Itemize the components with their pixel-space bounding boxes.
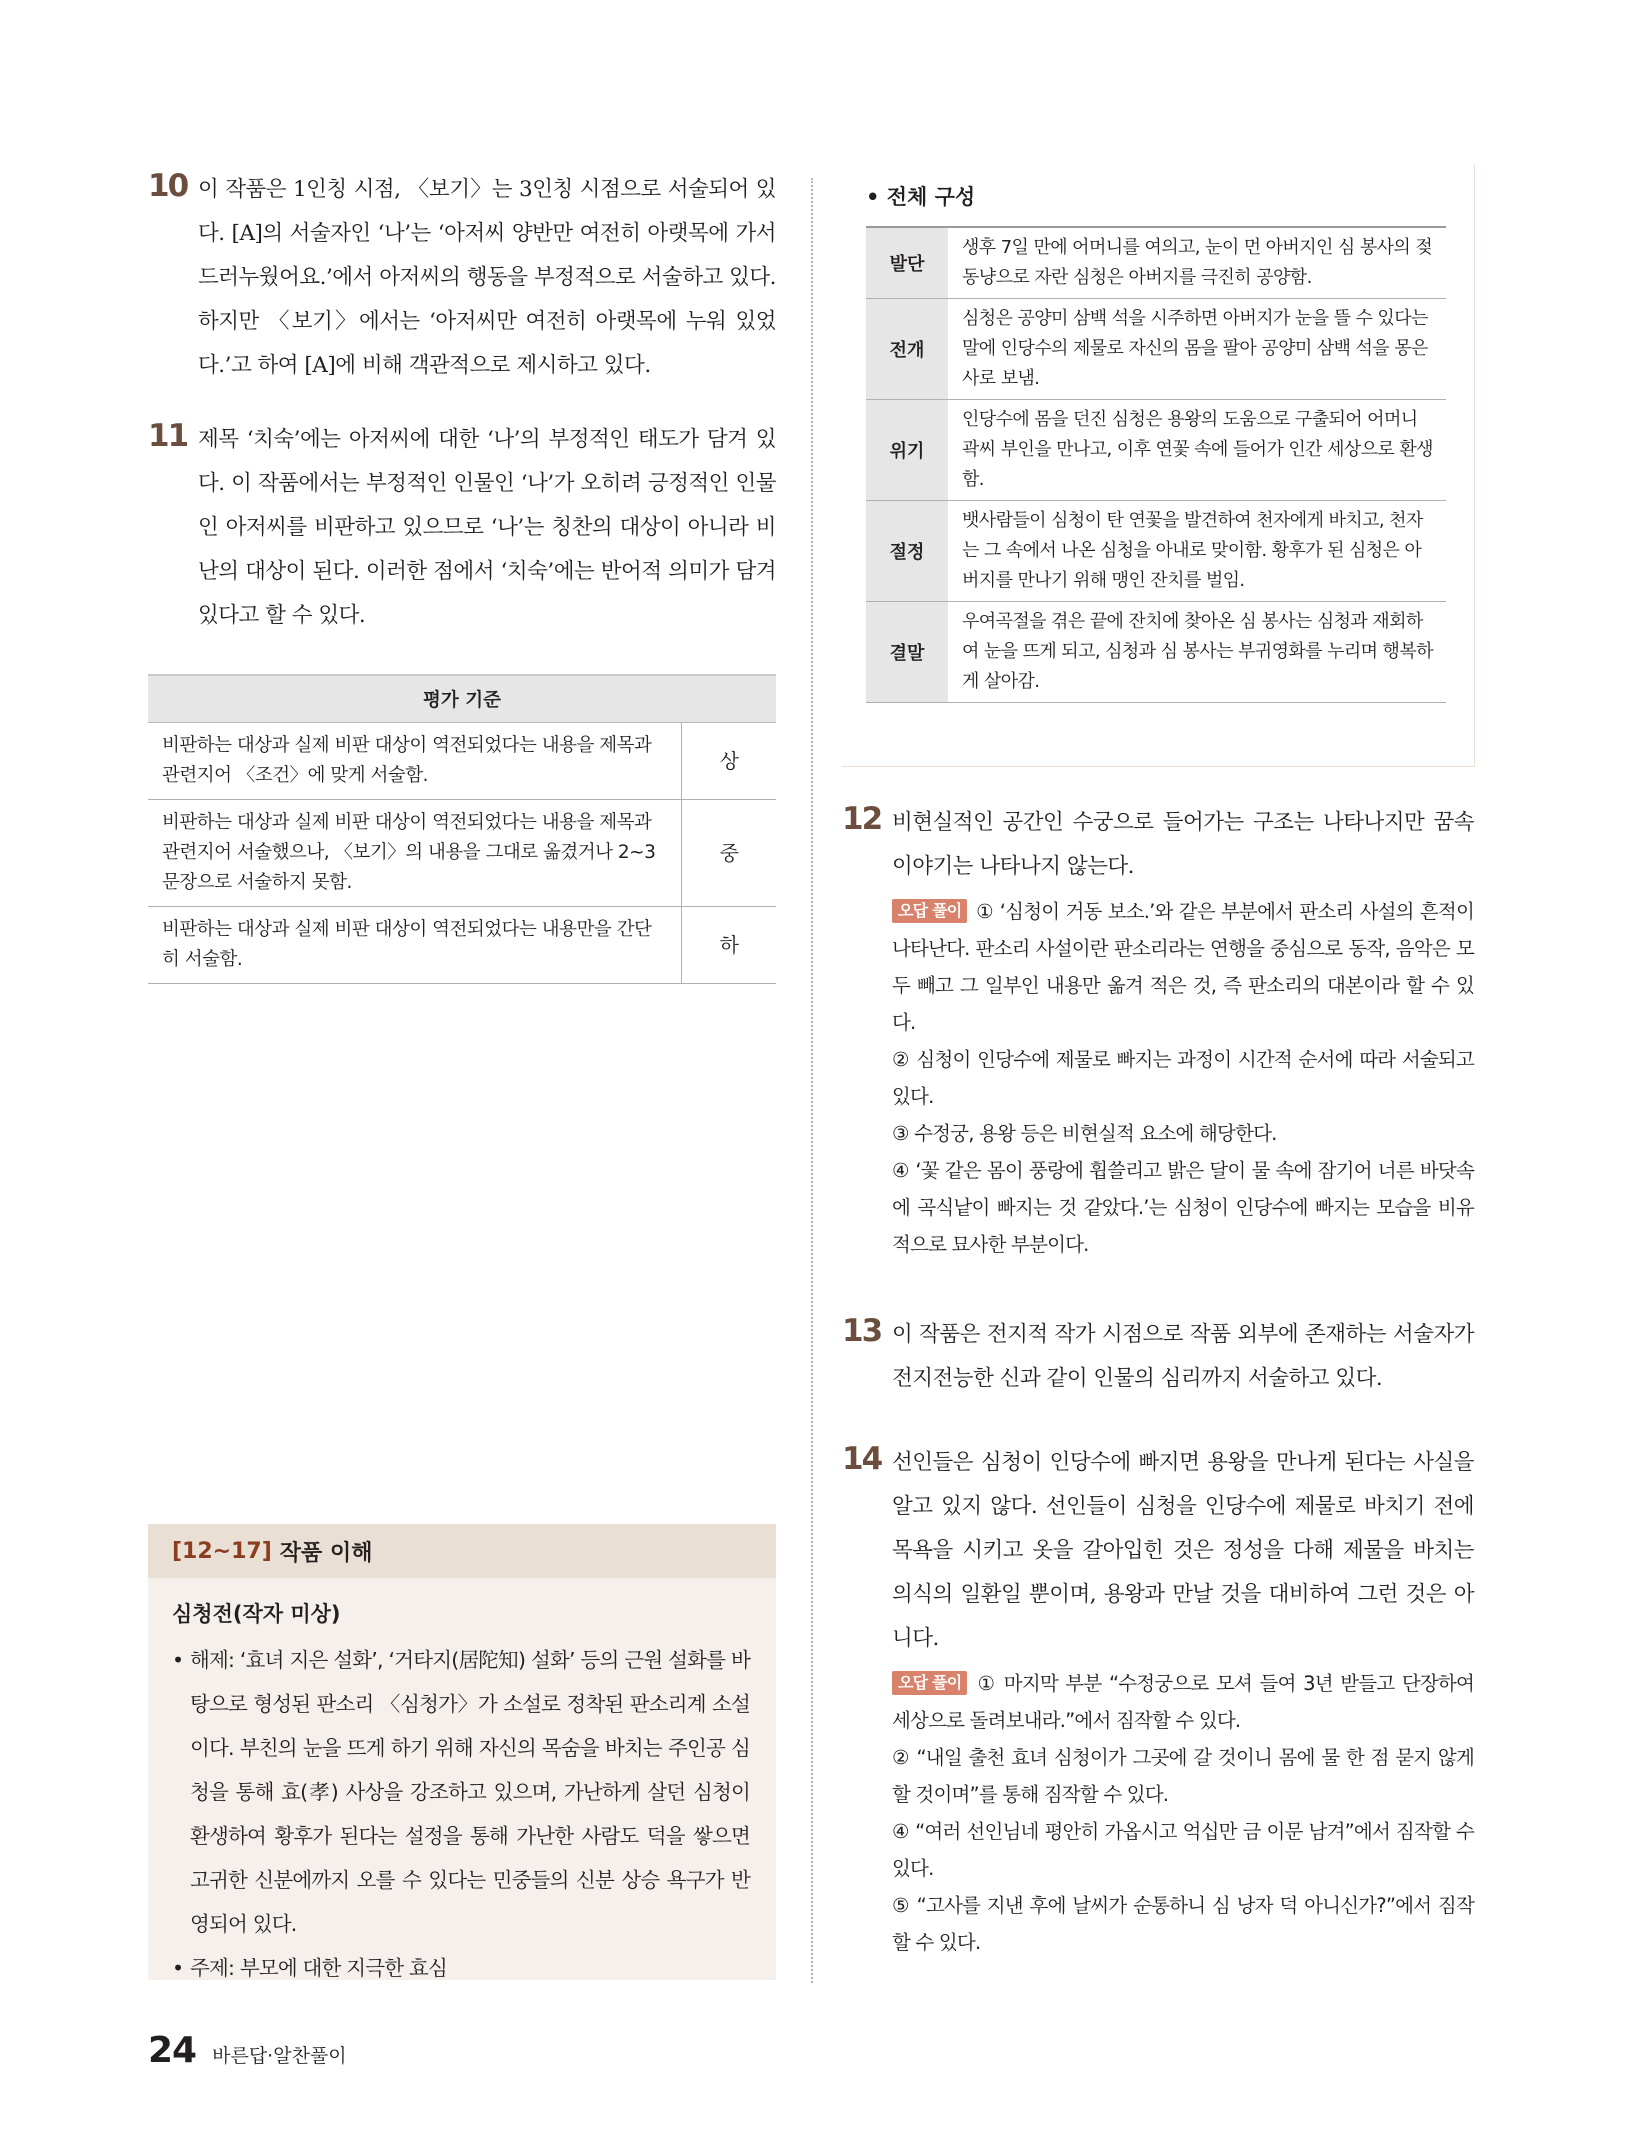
explanation-item: ② “내일 출천 효녀 심청이가 그곳에 갈 것이니 몸에 물 한 점 묻지 않게 할 것이며”를 통해 짐작할 수 있다.: [892, 1746, 1474, 1806]
stage-description: 심청은 공양미 삼백 석을 시주하면 아버지가 눈을 뜰 수 있다는 말에 인당수의 제물로 자신의 몸을 팔아 공양미 삼백 석을 몽은사로 보냄.: [962, 308, 1428, 389]
table-row: [866, 602, 1446, 703]
question-13: [842, 1313, 1474, 1401]
question-number: 11: [148, 418, 188, 454]
structure-box: [842, 164, 1475, 767]
box-body: [148, 1578, 776, 1990]
table-row: [148, 907, 776, 984]
stage-description: 인당수에 몸을 던진 심청은 용왕의 도움으로 구출되어 어머니 곽씨 부인을 만나고, 이후 연꽃 속에 들어가 인간 세상으로 환생함.: [962, 409, 1433, 490]
question-text: 제목 ‘치숙’에는 아저씨에 대한 ‘나’의 부정적인 태도가 담겨 있다. 이 작품에서는 부정적인 인물인 ‘나’가 오히려 긍정적인 인물인 아저씨를 비판하고 있으므로 ‘나’는 칭찬의 대상이 아니라 비난의 대상이 된다. 이러한 점에서 ‘치숙’에는 반어적 의미가 담겨 있다고 할 수 있다.: [198, 427, 776, 628]
question-number: 14: [842, 1441, 882, 1477]
explanation-item: [892, 1665, 1474, 1739]
question-text: 이 작품은 전지적 작가 시점으로 작품 외부에 존재하는 서술자가 전지전능한 신과 같이 인물의 심리까지 서술하고 있다.: [892, 1322, 1474, 1391]
wrong-answer-explanation: [892, 1665, 1474, 1961]
stage-label: 절정: [866, 501, 948, 602]
table-row: [866, 227, 1446, 299]
left-column: [148, 168, 776, 984]
explanation-text: ① ‘심청이 거동 보소.’와 같은 부분에서 판소리 사설의 흔적이 나타난다. 판소리 사설이란 판소리라는 연행을 중심으로 동작, 음악은 모두 빼고 그 일부인 내용만 옮겨 적은 것, 즉 판소리의 대본이라 할 수 있다.: [892, 900, 1474, 1034]
criteria-text: 비판하는 대상과 실제 비판 대상이 역전되었다는 내용만을 간단히 서술함.: [148, 907, 682, 984]
stage-description: 우여곡절을 겪은 끝에 잔치에 찾아온 심 봉사는 심청과 재회하여 눈을 뜨게 되고, 심청과 심 봉사는 부귀영화를 누리며 행복하게 살아감.: [962, 611, 1433, 692]
wrong-answer-explanation: [892, 893, 1474, 1263]
question-number: 13: [842, 1313, 882, 1349]
question-text: 이 작품은 1인칭 시점, 〈보기〉는 3인칭 시점으로 서술되어 있다. [A]의 서술자인 ‘나’는 ‘아저씨 양반만 여전히 아랫목에 가서 드러누웠어요.’에서 아저씨의 행동을 부정적으로 서술하고 있다. 하지만 〈보기〉에서는 ‘아저씨만 여전히 아랫목에 누워 있었다.’고 하여 [A]에 비해 객관적으로 제시하고 있다.: [198, 177, 776, 378]
box-title: [148, 1524, 776, 1578]
question-text: 선인들은 심청이 인당수에 빠지면 용왕을 만나게 된다는 사실을 알고 있지 않다. 선인들이 심청을 인당수에 제물로 바치기 전에 목욕을 시키고 옷을 갈아입힌 것은 정성을 다해 제물을 바치는 의식의 일환일 뿐이며, 용왕과 만날 것을 대비하여 그런 것은 아니다.: [892, 1450, 1474, 1651]
stage-description: 생후 7일 만에 어머니를 여의고, 눈이 먼 아버지인 심 봉사의 젖동냥으로 자란 심청은 아버지를 극진히 공양함.: [962, 237, 1433, 288]
evaluation-header: 평가 기준: [148, 675, 776, 723]
question-number: 12: [842, 801, 882, 837]
wrong-answer-badge: 오답 풀이: [892, 899, 967, 923]
explanation-item: ④ ‘꽃 같은 몸이 풍랑에 휩쓸리고 밝은 달이 물 속에 잠기어 너른 바닷속에 곡식낱이 빠지는 것 같았다.’는 심청이 인당수에 빠지는 모습을 비유적으로 묘사한 부분이다.: [892, 1159, 1474, 1256]
question-10: [148, 168, 776, 388]
grade-label: 중: [682, 800, 777, 907]
work-theme: • 주제: 부모에 대한 지극한 효심: [172, 1946, 750, 1990]
table-row: [866, 501, 1446, 602]
question-14: [842, 1441, 1474, 1961]
table-row: [148, 723, 776, 800]
criteria-text: 비판하는 대상과 실제 비판 대상이 역전되었다는 내용을 제목과 관련지어 〈조건〉에 맞게 서술함.: [148, 723, 682, 800]
stage-label: 결말: [866, 602, 948, 703]
stage-label: 위기: [866, 400, 948, 501]
table-row: [866, 299, 1446, 400]
wrong-answer-badge: 오답 풀이: [892, 1671, 967, 1695]
explanation-item: ④ “여러 선인님네 평안히 가옵시고 억십만 금 이문 남겨”에서 짐작할 수 있다.: [892, 1820, 1474, 1880]
question-12: [842, 801, 1474, 1263]
grade-label: 상: [682, 723, 777, 800]
work-understanding-box: [148, 1524, 776, 1980]
explanation-item: ③ 수정궁, 용왕 등은 비현실적 요소에 해당한다.: [892, 1122, 1277, 1145]
book-section-label: 바른답·알찬풀이: [212, 2045, 347, 2067]
structure-heading: • 전체 구성: [866, 185, 976, 209]
page-footer: [148, 2030, 347, 2071]
box-title-text: 작품 이해: [279, 1540, 373, 1566]
grade-label: 하: [682, 907, 777, 984]
table-row: [148, 800, 776, 907]
work-summary: • 해제: ‘효녀 지은 설화’, ‘거타지(居陀知) 설화’ 등의 근원 설화를 바탕으로 형성된 판소리 〈심청가〉가 소설로 정착된 판소리계 소설이다. 부친의 눈을 뜨게 하기 위해 자신의 목숨을 바치는 주인공 심청을 통해 효(孝) 사상을 강조하고 있으며, 가난하게 살던 심청이 환생하여 황후가 된다는 설정을 통해 가난한 사람도 덕을 쌓으면 고귀한 신분에까지 오를 수 있다는 민중들의 신분 상승 욕구가 반영되어 있다.: [172, 1638, 750, 1946]
criteria-text: 비판하는 대상과 실제 비판 대상이 역전되었다는 내용을 제목과 관련지어 서술했으나, 〈보기〉의 내용을 그대로 옮겼거나 2~3문장으로 서술하지 못함.: [148, 800, 682, 907]
stage-description: 뱃사람들이 심청이 탄 연꽃을 발견하여 천자에게 바치고, 천자는 그 속에서 나온 심청을 아내로 맞이함. 황후가 된 심청은 아버지를 만나기 위해 맹인 잔치를 벌임.: [962, 510, 1423, 591]
structure-table: [866, 226, 1446, 703]
structure-heading-text: 전체 구성: [886, 185, 976, 209]
question-number: 10: [148, 168, 188, 204]
evaluation-table: [148, 674, 776, 984]
stage-label: 전개: [866, 299, 948, 400]
right-column: [842, 168, 1474, 1961]
explanation-item: ⑤ “고사를 지낸 후에 날씨가 순통하니 심 낭자 덕 아니신가?”에서 짐작할 수 있다.: [892, 1894, 1474, 1954]
stage-label: 발단: [866, 227, 948, 299]
explanation-item: ② 심청이 인당수에 제물로 빠지는 과정이 시간적 순서에 따라 서술되고 있다.: [892, 1048, 1474, 1108]
explanation-item: [892, 893, 1474, 1041]
work-title: 심청전(작자 미상): [172, 1602, 341, 1626]
table-row: [866, 400, 1446, 501]
column-divider: [811, 178, 813, 1983]
page-number: 24: [148, 2030, 197, 2071]
question-11: [148, 418, 776, 638]
question-range-tag: [12~17]: [172, 1538, 272, 1564]
explanation-text: ① 마지막 부분 “수정궁으로 모셔 들여 3년 받들고 단장하여 세상으로 돌려보내라.”에서 짐작할 수 있다.: [892, 1672, 1474, 1732]
question-text: 비현실적인 공간인 수궁으로 들어가는 구조는 나타나지만 꿈속 이야기는 나타나지 않는다.: [892, 810, 1474, 879]
